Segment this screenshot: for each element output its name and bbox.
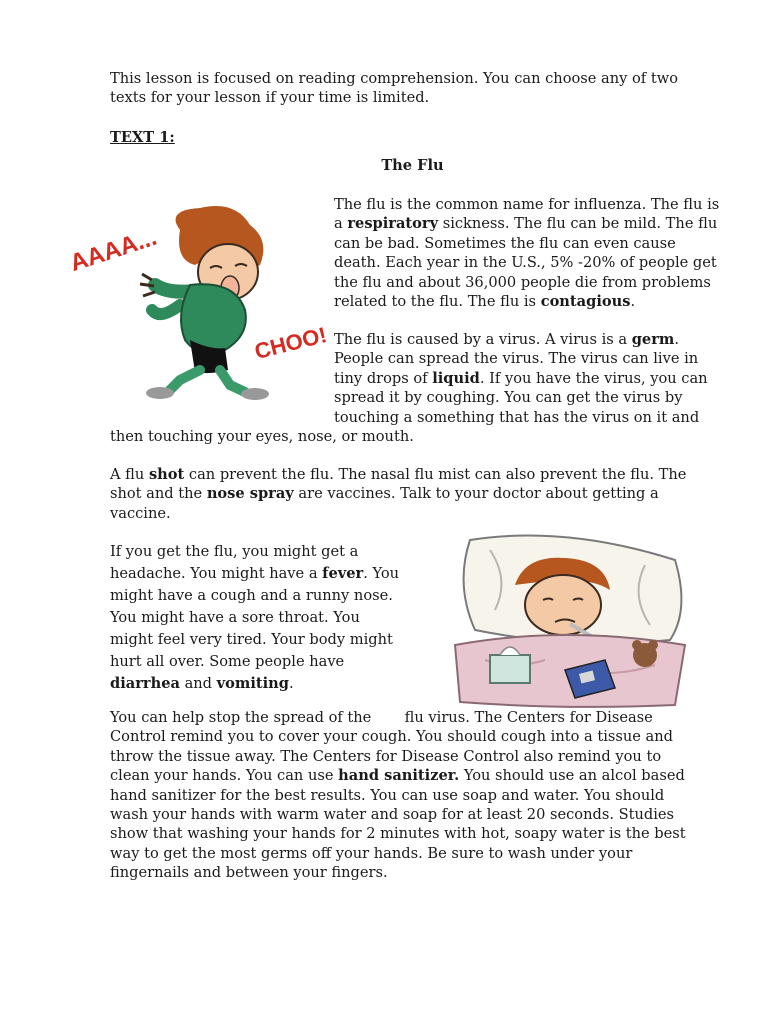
bold-term: diarrhea	[110, 675, 180, 692]
text-span: . If you have the virus, you can spread it by coughing. You can get the virus by touching a something that has the virus on it and	[334, 369, 708, 426]
paragraph-flu-definition	[334, 195, 724, 311]
text-span: A flu	[110, 466, 149, 483]
paragraph-vaccines	[110, 465, 690, 523]
intro-paragraph: This lesson is focused on reading comprehension. You can choose any of two texts for your lesson if your time is limited.	[110, 70, 678, 107]
text-span: flu virus. The Centers for Disease Control remind you to cover your cough. You should cough into a tissue and throw the tissue away. The Centers for Disease Control also remind you to clean your hands. You can use	[110, 709, 673, 785]
bold-term: vomiting	[216, 675, 289, 692]
text-span: . You might have a cough and a runny nose. You might have a sore throat. You might feel very tired. Your body might hurt all over. Some people have	[110, 565, 400, 670]
article-title: The Flu	[381, 157, 444, 174]
wrapped-text	[110, 330, 710, 427]
bold-term: shot	[148, 466, 185, 483]
paragraph-prevention	[110, 708, 700, 883]
bold-term: contagious	[540, 293, 631, 311]
choo-sound-text: CHOO!	[251, 322, 330, 365]
text-span: and	[179, 675, 217, 692]
text-span: are vaccines. Talk to your doctor about getting a vaccine.	[110, 485, 659, 522]
text-heading: TEXT 1:	[110, 129, 175, 146]
text-span: then touching your eyes, nose, or mouth.	[110, 428, 414, 446]
aaaa-sound-text: AAAA...	[66, 223, 161, 278]
text-span: .	[288, 675, 294, 692]
bold-term: germ	[631, 331, 675, 348]
bold-term: hand sanitizer.	[338, 767, 460, 785]
bold-term: liquid	[432, 369, 480, 387]
bold-term: fever	[322, 565, 364, 582]
paragraph-virus	[110, 330, 710, 446]
paragraph-symptoms	[110, 541, 400, 695]
bold-term: respiratory	[347, 215, 439, 233]
text-span: The flu is the common name for influenza. The flu is a	[334, 196, 720, 233]
bold-term: nose spray	[206, 485, 294, 503]
text-span: You should use an alcol based hand sanitizer for the best results. You can use soap and water. You should wash your hands with warm water and soap for at least 20 seconds. Studies show that washing your hands for 2 minutes with hot, soapy water is the best way to get the most germs off your hands. Be sure to wash under your fingernails and between your fingers.	[110, 767, 686, 882]
text-span: The flu is caused by a virus. A virus is a	[334, 331, 632, 348]
text-span: You can help stop the spread of the	[110, 709, 372, 726]
text-span: can prevent the flu. The nasal flu mist can also prevent the flu. The shot and the	[110, 466, 687, 503]
sick-child-in-bed-illustration	[445, 530, 695, 710]
text-span: .	[630, 293, 636, 311]
text-span: If you get the flu, you might get a headache. You might have a	[110, 543, 359, 582]
text-span: . People can spread the virus. The virus can live in tiny drops of	[334, 331, 699, 387]
text-span: sickness. The flu can be mild. The flu can be bad. Sometimes the flu can even cause death. Each year in the U.S., 5% -20% of people get the flu and about 36,000 people die from problems related to the flu. The flu is	[334, 215, 718, 311]
